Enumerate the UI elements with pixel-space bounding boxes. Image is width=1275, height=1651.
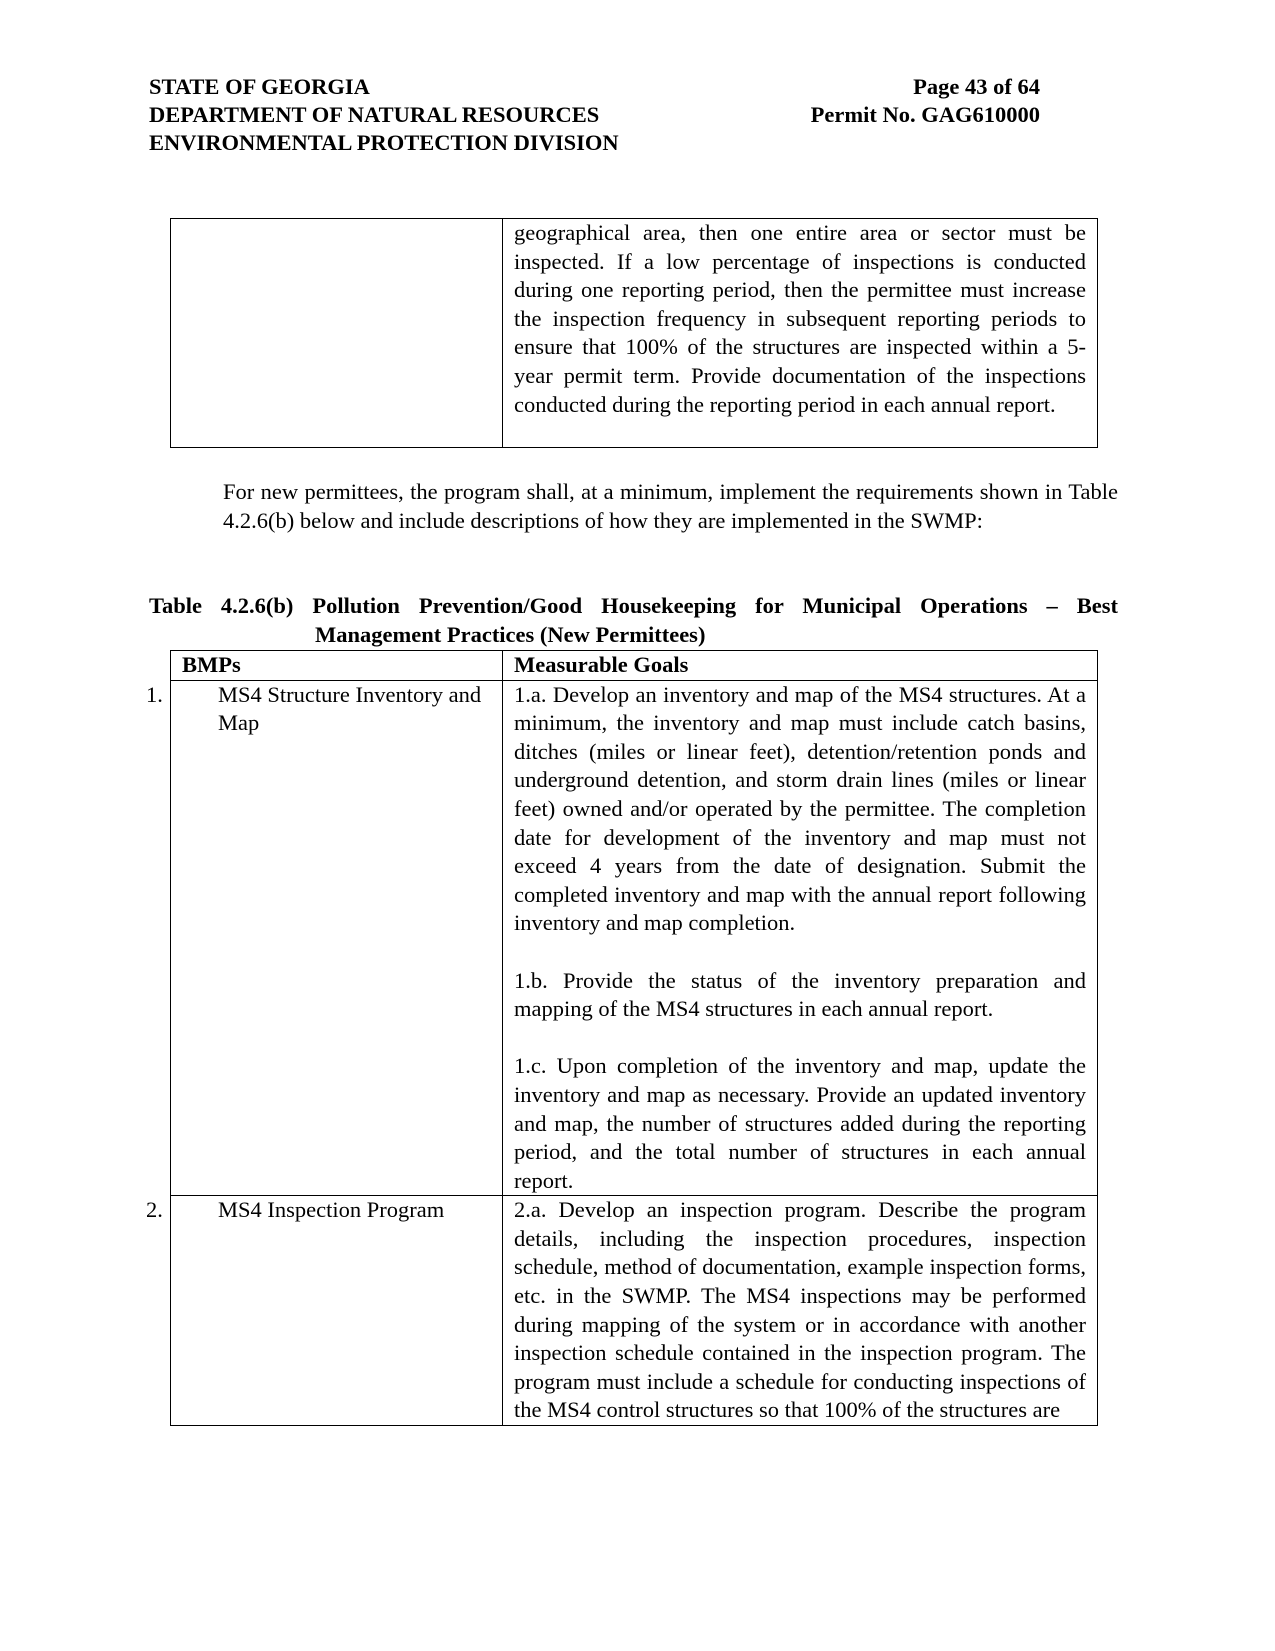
table-row bbox=[171, 1196, 1098, 1426]
table-row bbox=[171, 680, 1098, 1196]
bmp-table bbox=[146, 650, 1098, 1426]
permit-number: Permit No. GAG610000 bbox=[810, 102, 1040, 127]
goal-paragraph: 1.c. Upon completion of the inventory and map, update the inventory and map as necessary. Provide an updated inventory and map, the number of structures added during the reporting period, and the total number of structures in each annual report. bbox=[514, 1053, 1086, 1193]
goal-cell bbox=[503, 680, 1098, 1196]
goal-paragraph: 1.b. Provide the status of the inventory preparation and mapping of the MS4 structures in each annual report. bbox=[514, 967, 1086, 1022]
bmp-name: MS4 Structure Inventory and Map bbox=[218, 681, 482, 736]
bmp-number: 2. bbox=[146, 1197, 163, 1223]
table-row bbox=[171, 219, 1098, 448]
bmp-cell bbox=[146, 680, 503, 1196]
document-header-right bbox=[787, 73, 1040, 129]
goal-paragraph: 1.a. Develop an inventory and map of the MS4 structures. At a minimum, the inventory and map must include catch basins, ditches (miles or linear feet), detention/retention ponds and underground detention, and storm drain lines (miles or linear feet) owned and/or operated by the permittee. The completion date for development of the inventory and map must not exceed 4 years from the date of designation. Submit the completed inventory and map with the annual report following inventory and map completion. bbox=[514, 681, 1086, 936]
intro-paragraph: For new permittees, the program shall, at a minimum, implement the requirements shown in Table 4.2.6(b) below and include descriptions of how they are implemented in the SWMP: bbox=[223, 479, 1118, 533]
header-division: ENVIRONMENTAL PROTECTION DIVISION bbox=[149, 130, 619, 155]
header-state: STATE OF GEORGIA bbox=[149, 74, 370, 99]
goal-cell bbox=[503, 1196, 1098, 1426]
page-number: Page 43 of 64 bbox=[913, 74, 1040, 99]
goal-paragraph: 2.a. Develop an inspection program. Describe the program details, including the inspection procedures, inspection schedule, method of documentation, example inspection forms, etc. in the SWMP. The MS4 inspections may be performed during mapping of the system or in accordance with another inspection schedule contained in the inspection program. The program must include a schedule for conducting inspections of the MS4 control structures so that 100% of the structures are bbox=[514, 1197, 1086, 1423]
bmp-cell bbox=[146, 1196, 503, 1426]
bmp-name: MS4 Inspection Program bbox=[218, 1197, 445, 1223]
table-caption-line1: Table 4.2.6(b) Pollution Prevention/Good Housekeeping for Municipal Operations – Best bbox=[149, 593, 1118, 618]
bmp-number: 1. bbox=[146, 681, 163, 707]
header-department: DEPARTMENT OF NATURAL RESOURCES bbox=[149, 102, 600, 127]
table-caption-line2: Management Practices (New Permittees) bbox=[315, 621, 706, 647]
column-header-goals: Measurable Goals bbox=[503, 651, 1098, 681]
goal-cell: geographical area, then one entire area or sector must be inspected. If a low percentage of inspections is conducted during one reporting period, then the permittee must increase the inspection frequency in subsequent reporting periods to ensure that 100% of the structures are inspected within a 5-year permit term. Provide documentation of the inspections conducted during the reporting period in each annual report. bbox=[503, 219, 1098, 448]
table-header-row bbox=[171, 651, 1098, 681]
column-header-bmps: BMPs bbox=[171, 651, 503, 681]
table-caption bbox=[149, 592, 1118, 649]
bmp-cell-empty bbox=[171, 219, 503, 448]
document-header-left bbox=[149, 73, 619, 157]
continued-table bbox=[170, 218, 1098, 448]
